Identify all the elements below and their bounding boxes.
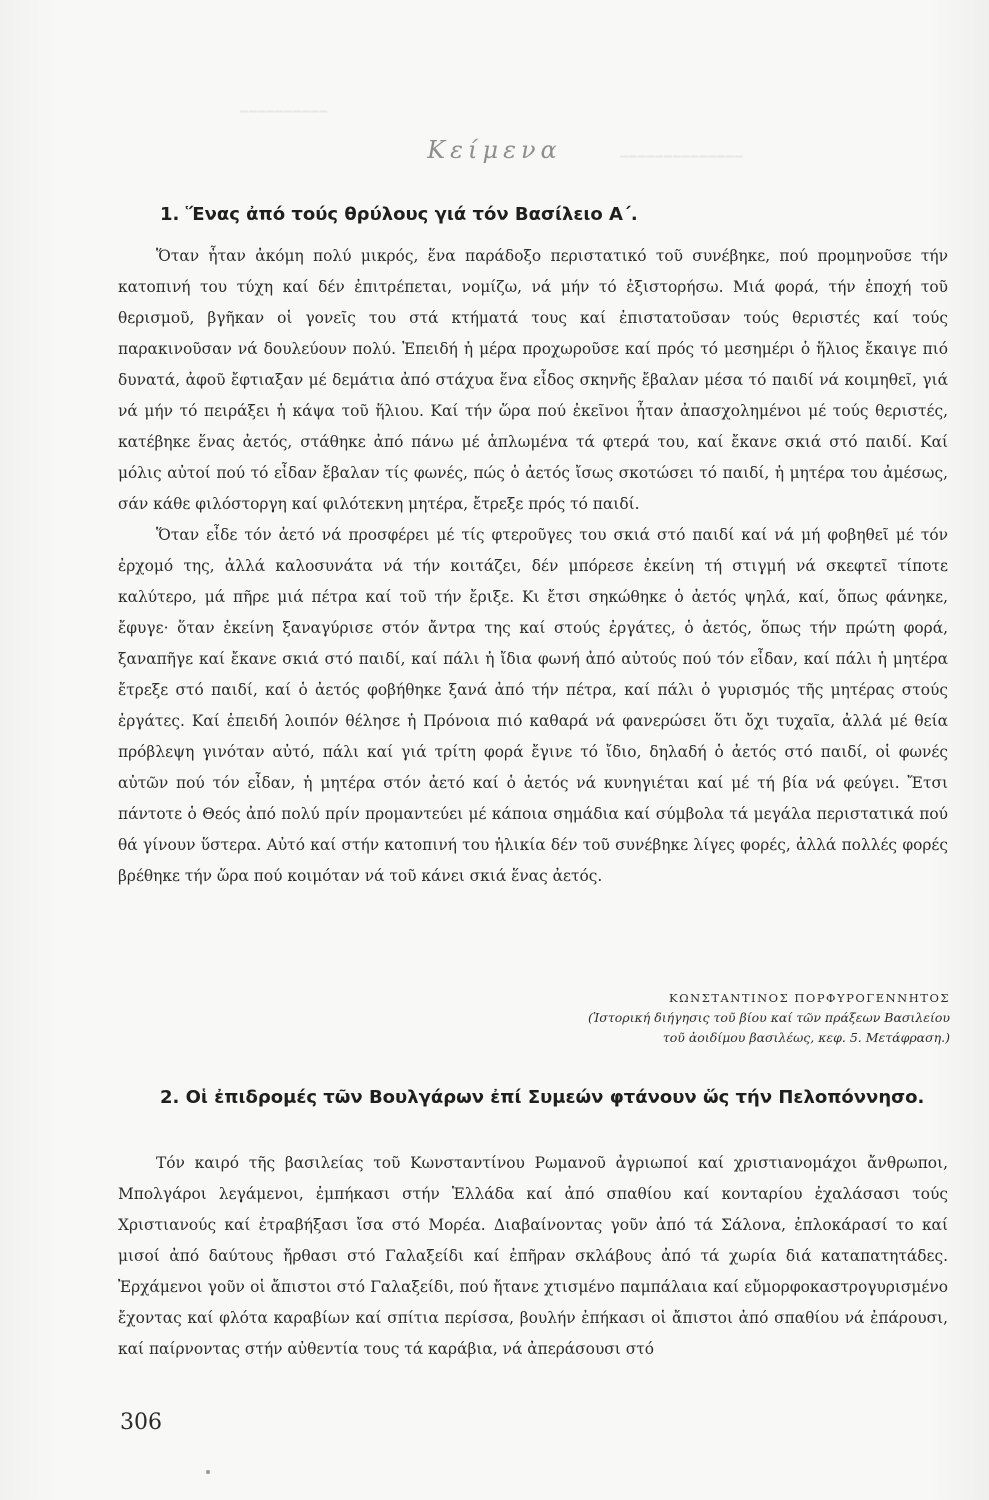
bleed-through-mark: ━━━━━━━━━━━━━━ bbox=[620, 150, 744, 165]
text-1-title: 1. Ἕνας ἀπό τούς θρύλους γιά τόν Βασίλειο Α΄. bbox=[160, 204, 638, 225]
source-reference-line-1: (Ἱστορική διήγησις τοῦ βίου καί τῶν πράξεων Βασιλείου bbox=[588, 1010, 950, 1025]
text-1-body bbox=[118, 241, 948, 892]
text-2-paragraph: Τόν καιρό τῆς βασιλείας τοῦ Κωνσταντίνου Ρωμανοῦ ἀγριωποί καί χριστιανομάχοι ἄνθρωποι, Μπολγάροι λεγάμενοι, ἐμπήκασι στήν Ἑλλάδα καί ἀπό σπαθίου καί κονταρίου ἐχαλάσασι τούς Χριστιανούς καί ἐτραβήξασι ἴσα στό Μορέα. Διαβαίνοντας γοῦν ἀπό τά Σάλονα, ἐπλοκάρασί το καί μισοί ἀπό δαύτους ἤρθασι στό Γαλαξείδι καί ἐπῆραν σκλάβους ἀπό τά χωρία διά καταπατητάδες. Ἐρχάμενοι γοῦν οἱ ἄπιστοι στό Γαλαξείδι, πού ἤτανε χτισμένο παμπάλαια καί εὔμορφοκαστρογυρισμένο ἔχοντας καί φλότα καραβίων καί σπίτια περίσσα, βουλήν ἐπήκασι οἱ ἄπιστοι ἀπό σπαθίου νά ἐπάρουσι, καί παίρνοντας στήν αὐθεντία τους τά καράβια, νά ἀπεράσουσι στό bbox=[118, 1154, 948, 1358]
text-1-paragraph: Ὅταν εἶδε τόν ἀετό νά προσφέρει μέ τίς φτεροῦγες του σκιά στό παιδί καί νά μή φοβηθεῖ μέ τόν ἐρχομό της, ἀλλά καλοσυνάτα νά τήν κοιτάζει, δέν μπόρεσε ἐκείνη τή στιγμή νά σκεφτεῖ τίποτε καλύτερο, μά πῆρε μιά πέτρα καί τοῦ τήν ἔριξε. Κι ἔτσι σηκώθηκε ὁ ἀετός ψηλά, καί, ὅπως φάνηκε, ἔφυγε· ὅταν ἐκείνη ξαναγύρισε στόν ἄντρα της καί στούς ἐργάτες, ὁ ἀετός, ὅπως τήν πρώτη φορά, ξαναπῆγε καί ἔκανε σκιά στό παιδί, καί πάλι ἡ ἴδια φωνή ἀπό αὐτούς πού τόν εἶδαν, καί πάλι ἡ μητέρα ἔτρεξε στό παιδί, καί ὁ ἀετός φοβήθηκε ξανά ἀπό τήν πέτρα, καί πάλι ὁ γυρισμός τῆς μητέρας στούς ἐργάτες. Καί ἐπειδή λοιπόν θέλησε ἡ Πρόνοια πιό καθαρά νά φανερώσει ὅτι ὄχι τυχαῖα, ἀλλά μέ θεία πρόβλεψη γινόταν αὐτό, πάλι καί γιά τρίτη φορά ἔγινε τό ἴδιο, δηλαδή ὁ ἀετός στό παιδί, οἱ φωνές αὐτῶν πού τόν εἶδαν, ἡ μητέρα στόν ἀετό καί ὁ ἀετός νά κυνηγιέται καί μέ τή βία νά φεύγει. Ἔτσι πάντοτε ὁ Θεός ἀπό πολύ πρίν προμαντεύει μέ κάποια σημάδια καί σύμβολα τά μεγάλα περιστατικά πού θά γίνουν ὕστερα. Αὐτό καί στήν κατοπινή του ἡλικία δέν τοῦ συνέβηκε λίγες φορές, ἀλλά πολλές φορές βρέθηκε τήν ὥρα πού κοιμόταν νά τοῦ κάνει σκιά ἕνας ἀετός. bbox=[118, 526, 948, 885]
source-citation bbox=[420, 988, 950, 1048]
section-heading: Κείμενα bbox=[427, 136, 562, 164]
text-2-title: 2. Οἱ ἐπιδρομές τῶν Βουλγάρων ἐπί Συμεών φτάνουν ὥς τήν Πελοπόννησο. bbox=[160, 1087, 925, 1108]
page-number: 306 bbox=[120, 1410, 162, 1435]
source-reference-line-2: τοῦ ἀοιδίμου βασιλέως, κεφ. 5. Μετάφραση.) bbox=[662, 1030, 950, 1045]
text-2-body bbox=[118, 1148, 948, 1365]
ink-speck bbox=[206, 1470, 210, 1474]
bleed-through-mark: ━━━━━━━━━━ bbox=[240, 105, 329, 120]
text-1-paragraph: Ὅταν ἦταν ἀκόμη πολύ μικρός, ἕνα παράδοξο περιστατικό τοῦ συνέβηκε, πού προμηνοῦσε τήν κατοπινή του τύχη καί δέν ἐπιτρέπεται, νομίζω, νά μήν τό ἐξιστορήσω. Μιά φορά, τήν ἐποχή τοῦ θερισμοῦ, βγῆκαν οἱ γονεῖς του στά κτήματά τους καί ἐπιστατοῦσαν τούς θεριστές καί τούς παρακινοῦσαν νά δουλεύουν πολύ. Ἐπειδή ἡ μέρα προχωροῦσε καί πρός τό μεσημέρι ὁ ἥλιος ἔκαιγε πιό δυνατά, ἀφοῦ ἔφτιαξαν μέ δεμάτια ἀπό στάχυα ἕνα εἶδος σκηνῆς ἔβαλαν μέσα τό παιδί νά κοιμηθεῖ, γιά νά μήν τό πειράξει ἡ κάψα τοῦ ἥλιου. Καί τήν ὥρα πού ἐκεῖνοι ἦταν ἀπασχολημένοι μέ τούς θεριστές, κατέβηκε ἕνας ἀετός, στάθηκε ἀπό πάνω μέ ἁπλωμένα τά φτερά του, καί ἔκανε σκιά στό παιδί. Καί μόλις αὐτοί πού τό εἶδαν ἔβαλαν τίς φωνές, πώς ὁ ἀετός ἴσως σκοτώσει τό παιδί, ἡ μητέρα του ἀμέσως, σάν κάθε φιλόστοργη καί φιλότεκνη μητέρα, ἔτρεξε πρός τό παιδί. bbox=[118, 247, 948, 513]
source-author: ΚΩΝΣΤΑΝΤΙΝΟΣ ΠΟΡΦΥΡΟΓΕΝΝΗΤΟΣ bbox=[669, 991, 950, 1005]
